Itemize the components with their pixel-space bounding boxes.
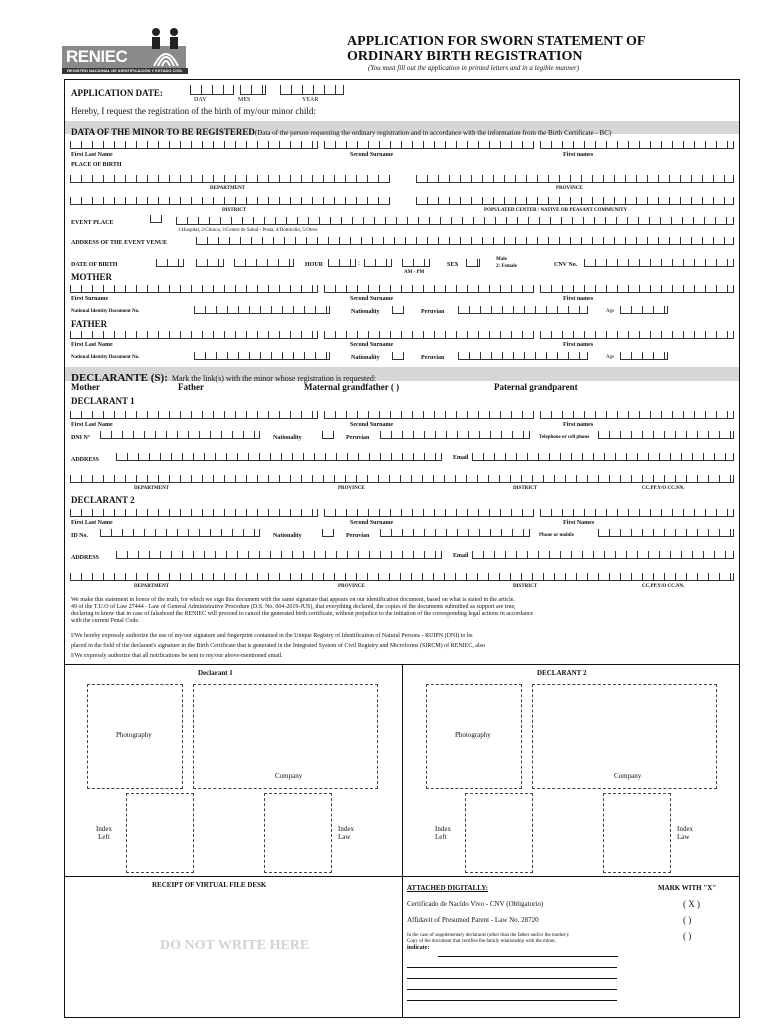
attached-item-cnv: Certificado de Nacido Vivo - CNV (Obligatorio) — [407, 900, 544, 908]
d1-phone-input[interactable] — [598, 431, 734, 439]
d1-district-label: DISTRICT — [513, 486, 538, 491]
father-doc-input[interactable] — [194, 352, 330, 360]
populated-center-label: POPULATED CENTER / NATIVE OR PEASANT COMMUNITY — [484, 208, 628, 213]
divider-signatures-middle — [402, 664, 403, 876]
year-label: YEAR — [302, 97, 319, 103]
d1-address-label: ADDRESS — [71, 457, 100, 463]
sex-input[interactable] — [466, 259, 480, 267]
d2-id-input[interactable] — [100, 529, 260, 537]
mother-first-surname-label: First Surname — [71, 296, 109, 302]
d1-first-last-name-label: First Last Name — [71, 422, 113, 428]
minor-first-names-label: First names — [563, 152, 594, 158]
d2-nationality-label: Nationality — [273, 533, 302, 539]
attached-item-supplementary: In the case of supplementary declarants (other than the father and/or the mother): Copy of the document that certifies the family relationship with the minor, indicate: — [407, 933, 570, 951]
cnv-label: CNV No. — [554, 262, 578, 268]
declarant2-heading: DECLARANT 2 — [71, 495, 135, 505]
d1-left-index-label: Index Left — [96, 825, 112, 841]
father-first-names-label: First names — [563, 342, 594, 348]
department-input[interactable] — [70, 175, 390, 183]
legal-statement: We make this statement in honor of the truth, for which we sign this document with the same signature that appears on our identification document, based on what is stated in the article. 49 of the T.U.O of Law 27444 - Law of General Administrative Procedure (D.S. No. 004-2019-JUS), that everything declared, the copies of the documents submitted as support are true, declaring to know that in case of falsehood the RENIEC will proceed to cancel the generated birth certificate, without prejudice to the initiation of the corresponding legal actions in accordance with the current Penal Code. — [71, 597, 534, 624]
d1-second-surname-input[interactable] — [324, 411, 534, 419]
attached-heading: ATTACHED DIGITALLY: — [407, 884, 488, 892]
indicate-line-2[interactable] — [407, 967, 617, 968]
indicate-line-5[interactable] — [407, 1000, 617, 1001]
father-nationality-label: Nationality — [351, 355, 380, 361]
address-event-label: ADDRESS OF THE EVENT VENUE — [71, 240, 168, 246]
province-label: PROVINCE — [556, 186, 583, 191]
d2-district-label: DISTRICT — [513, 584, 538, 589]
d2-phone-input[interactable] — [598, 529, 734, 537]
d2-province-label: PROVINCE — [338, 584, 365, 589]
mother-peruvian-label: Peruvian — [421, 309, 445, 315]
district-input[interactable] — [70, 197, 390, 205]
district-label: DISTRICT — [222, 208, 247, 213]
minor-first-names-input[interactable] — [540, 141, 734, 149]
d2-location-input[interactable] — [70, 573, 734, 581]
d2-right-index-box[interactable] — [603, 793, 671, 873]
mark-with-x: MARK WITH "X" — [658, 884, 717, 892]
hour-input[interactable] — [328, 259, 356, 267]
d1-address-input[interactable] — [116, 453, 442, 461]
d2-left-index-label: Index Left — [435, 825, 451, 841]
department-label: DEPARTMENT — [210, 186, 246, 191]
event-place-options: 1:Hospital, 2:Clinica, 3:Centro de Salud - Posta, 4:Domicilio, 5:Otros — [178, 228, 318, 233]
mother-first-names-label: First names — [563, 296, 594, 302]
cnv-input[interactable] — [584, 259, 734, 267]
address-event-input[interactable] — [196, 237, 734, 245]
mother-heading: MOTHER — [71, 272, 113, 282]
do-not-write-watermark: DO NOT WRITE HERE — [160, 938, 310, 953]
indicate-line-4[interactable] — [407, 989, 617, 990]
d2-first-names-input[interactable] — [540, 509, 734, 517]
mother-nationality-label: Nationality — [351, 309, 380, 315]
d1-email-label: Email — [453, 455, 469, 461]
mother-age-label: Age — [606, 309, 615, 314]
sex-label: SEX — [447, 262, 459, 268]
d2-ccpp-label: CC.PP.Y/O CC.NN. — [642, 584, 685, 589]
request-text: Hereby, I request the registration of the birth of my/our minor child: — [71, 106, 316, 116]
d2-phone-label: Phone or mobile — [539, 533, 574, 538]
d2-first-last-name-label: First Last Name — [71, 520, 113, 526]
d2-peruvian-check[interactable] — [322, 529, 334, 537]
populated-center-input[interactable] — [416, 197, 734, 205]
mother-doc-label: National Identity Document No. — [71, 309, 140, 314]
father-nationality-input[interactable] — [458, 352, 588, 360]
sex-female-label: 2: Female — [496, 264, 517, 269]
d1-first-last-name-input[interactable] — [70, 411, 318, 419]
d2-second-surname-input[interactable] — [324, 509, 534, 517]
hour-label: HOUR — [305, 262, 323, 268]
d1-location-input[interactable] — [70, 475, 734, 483]
link-paternal-grandparent[interactable]: Paternal grandparent — [494, 382, 578, 392]
am-pm-label: AM - PM — [404, 270, 425, 275]
month-label: MES — [238, 97, 251, 103]
province-input[interactable] — [416, 175, 734, 183]
d2-signature-label: Company — [614, 772, 642, 780]
father-peruvian-check[interactable] — [392, 352, 404, 360]
ampm-input[interactable] — [402, 259, 430, 267]
minor-second-surname-label: Second Surname — [350, 152, 394, 158]
year-input[interactable] — [280, 85, 344, 95]
father-first-last-name-input[interactable] — [70, 331, 318, 339]
d1-nationality-label: Nationality — [273, 435, 302, 441]
minute-input[interactable] — [364, 259, 392, 267]
attached-item-affidavit: Affidavit of Presumed Parent - Law No. 28720 — [407, 916, 539, 924]
mother-second-surname-label: Second Surname — [350, 296, 394, 302]
legal-authorization: I/We hereby expressly authorize the use of my/our signature and fingerprint contained in the Unique Registry of Identification of Natural Persons - RUIPN (DNI) to be placed in the field of the declarant's signature in the Birth Certificate that is generated in the Integrated System of Civil Registry and Microforms (SIRCM) of RENIEC, also I/We expressly authorize that all notifications be sent to my/our above-mentioned email. — [71, 633, 485, 659]
attached-item-cnv-mark[interactable]: ( X ) — [683, 899, 700, 909]
d1-province-label: PROVINCE — [338, 486, 365, 491]
father-second-surname-input[interactable] — [324, 331, 534, 339]
form-title: APPLICATION FOR SWORN STATEMENT OF ORDINARY BIRTH REGISTRATION — [347, 34, 646, 64]
divider-footer-middle — [402, 876, 403, 1018]
d1-peruvian-label: Peruvian — [346, 435, 370, 441]
mother-age-input[interactable] — [620, 306, 668, 314]
mother-nationality-input[interactable] — [458, 306, 588, 314]
receipt-heading: RECEIPT OF VIRTUAL FILE DESK — [152, 881, 267, 889]
d2-email-label: Email — [453, 553, 469, 559]
declarant2-signature-heading: DECLARANT 2 — [537, 669, 587, 677]
d2-peruvian-label: Peruvian — [346, 533, 370, 539]
minor-first-last-name-input[interactable] — [70, 141, 318, 149]
father-peruvian-label: Peruvian — [421, 355, 445, 361]
attached-item-supplementary-mark[interactable]: ( ) — [683, 931, 692, 941]
attached-item-affidavit-mark[interactable]: ( ) — [683, 915, 692, 925]
d1-ccpp-label: CC.PP.Y/O CC.NN. — [642, 486, 685, 491]
event-place-code-input[interactable] — [150, 215, 162, 223]
event-place-input[interactable] — [176, 217, 734, 225]
indicate-line-1[interactable] — [438, 956, 618, 957]
birth-month-input[interactable] — [196, 259, 224, 267]
birth-day-input[interactable] — [156, 259, 184, 267]
minor-first-last-name-label: First Last Name — [71, 152, 113, 158]
d2-id-label: ID No. — [71, 533, 89, 539]
form-subtitle: (You must fill out the application in printed letters and in a legible manner) — [368, 64, 580, 72]
d1-dni-label: DNI N° — [71, 435, 91, 441]
d1-peruvian-check[interactable] — [322, 431, 334, 439]
father-age-label: Age — [606, 355, 615, 360]
hour-colon: : — [358, 259, 360, 267]
mother-first-names-input[interactable] — [540, 285, 734, 293]
minor-heading: DATA OF THE MINOR TO BE REGISTERED(Data of the person requesting the ordinary registration and in accordance with the information from the Birth Certificate - BC) — [71, 127, 612, 137]
father-doc-label: National Identity Document No. — [71, 355, 140, 360]
d2-address-label: ADDRESS — [71, 555, 100, 561]
sex-male-label: Male — [496, 257, 507, 262]
d2-photo-label: Photography — [455, 731, 491, 739]
d2-first-names-label: First Names — [563, 520, 595, 526]
link-mother[interactable]: Mother — [71, 382, 100, 392]
event-place-label: EVENT PLACE — [71, 220, 114, 226]
d2-first-last-name-input[interactable] — [70, 509, 318, 517]
mother-doc-input[interactable] — [194, 306, 330, 314]
d1-second-surname-label: Second Surname — [350, 422, 394, 428]
father-second-surname-label: Second Surname — [350, 342, 394, 348]
declarants-heading: DECLARANTE (S): Mark the link(s) with the minor whose registration is requested: — [71, 372, 377, 384]
declarant1-signature-heading: Declarant 1 — [198, 669, 233, 677]
d2-nationality-input[interactable] — [380, 529, 530, 537]
logo-subtext: REGISTRO NACIONAL DE IDENTIFICACIÓN Y ESTADO CIVIL — [62, 68, 188, 74]
father-age-input[interactable] — [620, 352, 668, 360]
d2-right-index-label: Index Law — [677, 825, 693, 841]
father-first-names-input[interactable] — [540, 331, 734, 339]
d1-first-names-label: First names — [563, 422, 594, 428]
month-input[interactable] — [240, 85, 266, 95]
reniec-logo: RENIEC — [62, 46, 146, 68]
mother-peruvian-check[interactable] — [392, 306, 404, 314]
mother-first-surname-input[interactable] — [70, 285, 318, 293]
link-maternal-grandfather[interactable]: Maternal grandfather ( ) — [304, 382, 400, 392]
place-of-birth-label: PLACE OF BIRTH — [71, 162, 122, 168]
d1-department-label: DEPARTMENT — [134, 486, 170, 491]
d2-email-input[interactable] — [472, 551, 734, 559]
mother-second-surname-input[interactable] — [324, 285, 534, 293]
d2-department-label: DEPARTMENT — [134, 584, 170, 589]
link-father[interactable]: Father — [178, 382, 204, 392]
fingerprint-family-icon — [146, 26, 186, 70]
father-heading: FATHER — [71, 319, 108, 329]
declarant1-heading: DECLARANT 1 — [71, 396, 135, 406]
d1-phone-label: Telephone or cell phone — [539, 435, 590, 440]
day-label: DAY — [194, 97, 207, 103]
d1-photo-label: Photography — [116, 731, 152, 739]
application-date-label: APPLICATION DATE: — [71, 88, 163, 98]
d1-signature-label: Company — [275, 772, 303, 780]
minor-second-surname-input[interactable] — [324, 141, 534, 149]
d1-dni-input[interactable] — [100, 431, 260, 439]
d1-first-names-input[interactable] — [540, 411, 734, 419]
d1-email-input[interactable] — [472, 453, 734, 461]
birth-year-input[interactable] — [234, 259, 294, 267]
d2-second-surname-label: Second Surname — [350, 520, 394, 526]
day-input[interactable] — [190, 85, 234, 95]
father-first-last-name-label: First Last Name — [71, 342, 113, 348]
d1-right-index-label: Index Law — [338, 825, 354, 841]
d1-left-index-box[interactable] — [126, 793, 194, 873]
d2-left-index-box[interactable] — [465, 793, 533, 873]
d1-right-index-box[interactable] — [264, 793, 332, 873]
indicate-line-3[interactable] — [407, 978, 617, 979]
d1-nationality-input[interactable] — [380, 431, 530, 439]
date-of-birth-label: DATE OF BIRTH — [71, 262, 118, 268]
d2-address-input[interactable] — [116, 551, 442, 559]
